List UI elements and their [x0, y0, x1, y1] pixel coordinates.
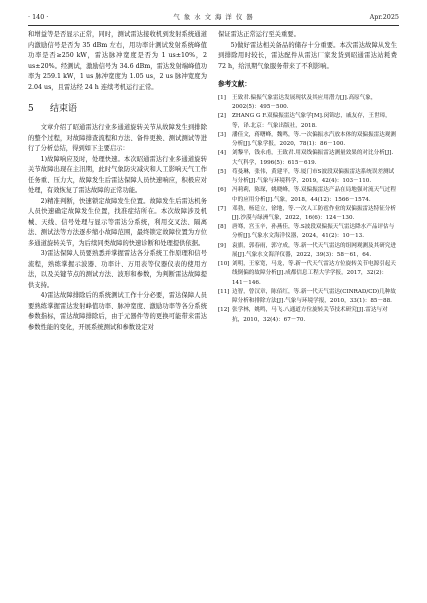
reference-item	[218, 186, 397, 204]
reference-item	[218, 205, 397, 223]
reference-text: 张学林，姚鸣，马飞.八通道方位旋转关节技术研究[J].雷达与对抗，2010，32(4)：67－70.	[232, 307, 388, 323]
section-title: 结束语	[50, 104, 78, 114]
header-rule	[28, 25, 399, 26]
reference-item	[218, 288, 397, 306]
body-paragraph: 保证雷达正常运行至关重要。	[218, 31, 300, 38]
reference-number: [7]	[218, 205, 226, 212]
reference-text: 刘明，王家宽，马龙，等.新一代天气雷达方位旋转关节电源引起天线倒偏的故障分析[J].成都信息工程大学学报，2017，32(2)：141－146.	[232, 261, 396, 286]
reference-number: [6]	[218, 187, 226, 194]
reference-text: 王致君.偏振气象雷达发展现状及其应用潜力[J].高原气象，2002(5)：495－500.	[232, 95, 377, 111]
body-paragraph: 文章介绍了昭通雷达行业多通道旋转关节从故障发生到排除的整个过程，对故障排查流程和方法、备件更换、测试测试等进行了分析总结，得到如下主要启示：	[28, 124, 207, 152]
reference-number: [5]	[218, 168, 226, 175]
reference-text: 袁旗，郭春雨，郭守成，等.新一代天气雷达的组网观测及其研究进展[J].气象水文海洋仪器，2022，39(3)：58－61，64.	[232, 242, 396, 258]
body-paragraph: 1)故障响应及时，处理快速。本次昭通雷达行业多通道旋转关节故障出现在主汛期，此时气象防灾减灾和人工影响天气工作任务重、压力大，故障发生后雷达保障人员快速响应，积极应对处理，有效恢复了雷达故障的正常功能。	[28, 155, 207, 194]
section-number: 5	[28, 104, 34, 114]
body-paragraph: 2)精准判断，快速锁定故障发生位置。故障发生后雷达机务人员快速确定故障发生位置，找准症结所在。本次故障涉及机械、天线、信号处理与显示等雷达分系统，利用交叉法、隔离法、测试法等方法逐步缩小故障范围，最终锁定故障位置为方位多通道旋转关节，为后续同类故障的快速诊断和处理提供依据。	[28, 197, 207, 247]
body-paragraph: 3)雷达保障人员要熟悉并掌握雷达各分系统工作原理和信号流程，熟练掌握示波器、功率计、万用表等仪器仪表的使用方法，以及关键节点的测试方法、波形和参数，为判断雷达故障提供支持。	[28, 250, 207, 289]
body-paragraph: 5)做好雷达相关备品的储存十分重要。本次雷达故障从发生到排除用时较长，雷达配件从雷达厂家发货到昭通雷达站耗费 72 h，给汛期气象服务带来了不利影响。	[218, 41, 397, 70]
reference-number: [1]	[218, 95, 226, 101]
reference-text: ZHANG G F.双偏振雷达气象学[M].闵锦忠，戚友存，王世璋，等，译.北京：气象出版社，2018.	[232, 113, 391, 129]
reference-number: [2]	[218, 113, 226, 120]
reference-item	[218, 260, 397, 287]
reference-number: [9]	[218, 242, 226, 249]
reference-list	[218, 94, 397, 325]
reference-text: 苟曼琳，张伟，黄建平，等.厦门市S波段双偏振雷达系统误差测试与分析[J].气象与环境科学，2019，42(4)：103－110.	[232, 168, 395, 185]
reference-item	[218, 94, 397, 112]
section-heading	[28, 102, 207, 116]
reference-text: 边智，曾汉章，陈佰红，等.新一代天气雷达(CINRAD/CD)几种故障分析和排除方法[J].气象与环境学报，2010，33(1)：85－88.	[232, 288, 396, 305]
body-paragraph: 和增益等是否显示正常，同时，测试雷达接收机到发射系统通道内激励信号是否为 35 dBm 左右，用功率计测试发射系统峰值功率是否≥250 kW，雷达脉冲宽度是否为 1 us±10%，2 us±20%。经测试，激励信号为 34.6 dBm，雷达发射端峰值功率为 259.1 kW，1 us 脉冲宽度为 1.05 us，2 us 脉冲宽度为 2.04 us，且雷达经 24 h 连续考机运行正常。	[28, 31, 207, 91]
reference-number: [12]	[218, 307, 230, 314]
reference-item	[218, 131, 397, 149]
left-column	[28, 30, 207, 590]
reference-item	[218, 149, 397, 167]
body-paragraph: 4)雷达故障排除后的系统测试工作十分必要，雷达保障人员要熟练掌握雷达发射峰值功率、脉冲宽度、激励功率等各分系统参数指标，雷达故障排除后，由于元器件等的更换可能带来雷达参数性能的变化，开展系统测试和参数设定对	[28, 292, 207, 331]
reference-number: [4]	[218, 150, 226, 157]
reference-text: 邓勃，杨廷立，徐地，等.一次人工防雹作业的双偏振雷达特征分析[J].沙漠与绿洲气象，2022，16(6)：124－130.	[232, 205, 396, 221]
issue-date: Apr.2025	[369, 13, 399, 21]
reference-number: [10]	[218, 261, 230, 268]
reference-number: [3]	[218, 131, 226, 138]
reference-number: [11]	[218, 288, 230, 295]
page-number: · 140 ·	[28, 13, 49, 21]
journal-title: 气 象 水 文 海 洋 仪 器	[173, 13, 254, 21]
reference-text: 冯莉莉，陈琛，姚晓峰，等.双偏振雷达产品在局地强对流天气过程中的应用分析[J].气象，2018，44(12)：1566－1574.	[232, 187, 396, 203]
reference-text: 潘佳文，蒋曙峰，魏鸣，等.一次偏振水汽放本体的双偏振雷达观测分析[J].气象学报，2020，78(1)：86－100.	[232, 131, 396, 148]
right-column	[218, 30, 397, 590]
reference-item	[218, 223, 397, 241]
reference-item	[218, 112, 397, 130]
reference-item	[218, 242, 397, 260]
reference-item	[218, 306, 397, 324]
reference-item	[218, 168, 397, 186]
reference-text: 唐骞，宫玉辛，孙燕佳，等.S波段双偏振天气雷达降水产品评估与分析[J].气象水文海洋仪器，2024，41(2)：10－13.	[232, 224, 395, 240]
reference-number: [8]	[218, 224, 226, 231]
running-header	[28, 10, 399, 24]
references-title: 参考文献：	[218, 80, 251, 88]
reference-text: 刘黎平，钱永甫，王致君.用双线偏振雷达测量效果的对比分析[J].大气科学，1996(5)：615－619.	[232, 150, 394, 166]
